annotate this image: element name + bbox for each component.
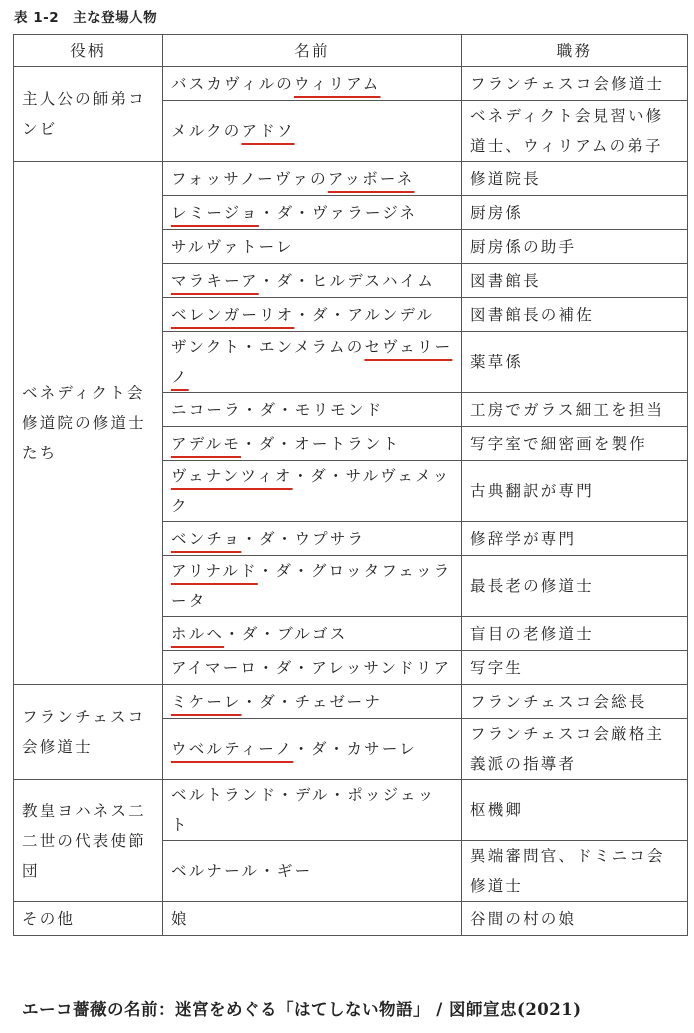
duty-cell: 工房でガラス細工を担当 (462, 393, 688, 427)
name-prefix: バスカヴィルの (171, 74, 294, 93)
name-prefix: サルヴァトーレ (171, 237, 294, 256)
name-suffix: ・ダ・チェゼーナ (241, 692, 383, 711)
name-cell (163, 780, 462, 841)
name-suffix: ・ダ・ヴァラージネ (258, 203, 418, 222)
name-cell (163, 162, 462, 196)
table-row (14, 162, 688, 196)
name-prefix: ベルトランド・デル・ポッジェット (171, 786, 436, 834)
name-cell (163, 841, 462, 902)
name-cell (163, 685, 462, 719)
underlined-given-name: ヴェナンツィオ (171, 467, 293, 485)
duty-cell: 厨房係 (462, 196, 688, 230)
header-row (14, 35, 688, 67)
duty-cell: フランチェスコ会厳格主義派の指導者 (462, 719, 688, 780)
duty-cell: 厨房係の助手 (462, 230, 688, 264)
name-cell (163, 902, 462, 936)
role-cell: フランチェスコ会修道士 (14, 685, 163, 780)
name-suffix: ・ダ・サルヴェメック (171, 467, 451, 515)
name-prefix: メルクの (171, 122, 242, 140)
role-cell: 教皇ヨハネス二二世の代表使節団 (14, 780, 163, 902)
table-row (14, 685, 688, 719)
table-row (14, 67, 688, 101)
name-suffix: ・ダ・グロッタフェッラータ (171, 562, 452, 610)
underlined-given-name: レミージョ (171, 203, 259, 222)
duty-cell: 図書館長 (462, 264, 688, 298)
duty-cell: 修辞学が専門 (462, 522, 688, 556)
duty-cell: 修道院長 (462, 162, 688, 196)
name-cell (163, 393, 462, 427)
name-prefix: アイマーロ・ダ・アレッサンドリア (171, 658, 452, 677)
underlined-given-name: ベンチョ (171, 529, 242, 548)
name-prefix: フォッサノーヴァの (171, 169, 328, 188)
source-citation: エーコ薔薇の名前：迷宮をめぐる「はてしない物語」 / 図師宣忠(2021) (22, 1000, 582, 1019)
duty-cell: フランチェスコ会修道士 (462, 67, 688, 101)
table-row (14, 780, 688, 841)
duty-cell: 異端審問官、ドミニコ会修道士 (462, 841, 688, 902)
name-prefix: ザンクト・エンメラムの (171, 338, 365, 356)
underlined-given-name: アッボーネ (327, 169, 415, 188)
name-cell (163, 617, 462, 651)
name-suffix: ・ダ・ブルゴス (224, 624, 348, 643)
name-prefix: ニコーラ・ダ・モリモンド (171, 400, 384, 419)
duty-cell: 枢機卿 (462, 780, 688, 841)
underlined-given-name: マラキーア (171, 271, 259, 290)
name-cell (163, 101, 462, 162)
duty-cell: 薬草係 (462, 332, 688, 393)
underlined-given-name: ミケーレ (171, 692, 242, 711)
duty-cell: 写字室で細密画を製作 (462, 427, 688, 461)
header-name: 名前 (163, 35, 462, 67)
duty-cell: 図書館長の補佐 (462, 298, 688, 332)
name-prefix: ベルナール・ギー (171, 862, 313, 880)
underlined-given-name: アデルモ (171, 434, 242, 453)
name-cell (163, 332, 462, 393)
duty-cell: 盲目の老修道士 (462, 617, 688, 651)
table-caption: 表 1-2 主な登場人物 (14, 10, 158, 26)
underlined-given-name: ウベルティーノ (171, 740, 294, 758)
name-cell (163, 522, 462, 556)
underlined-given-name: アリナルド (171, 562, 258, 580)
name-cell (163, 230, 462, 264)
name-prefix: 娘 (171, 909, 189, 928)
name-suffix: ・ダ・ヒルデスハイム (258, 271, 436, 290)
duty-cell: 最長老の修道士 (462, 556, 688, 617)
name-cell (163, 461, 462, 522)
role-cell: ベネディクト会修道院の修道士たち (14, 162, 163, 685)
duty-cell: 古典翻訳が専門 (462, 461, 688, 522)
duty-cell: 谷間の村の娘 (462, 902, 688, 936)
header-role: 役柄 (14, 35, 163, 67)
name-cell (163, 298, 462, 332)
role-cell: その他 (14, 902, 163, 936)
underlined-given-name: ホルヘ (171, 624, 225, 643)
name-cell (163, 651, 462, 685)
name-cell (163, 67, 462, 101)
name-suffix: ・ダ・アルンデル (294, 305, 435, 324)
name-cell (163, 556, 462, 617)
characters-table (13, 34, 688, 936)
duty-cell: フランチェスコ会総長 (462, 685, 688, 719)
table-row (14, 902, 688, 936)
role-cell: 主人公の師弟コンビ (14, 67, 163, 162)
table-body (14, 67, 688, 936)
name-cell (163, 196, 462, 230)
underlined-given-name: アドソ (241, 122, 295, 140)
name-suffix: ・ダ・オートラント (241, 434, 401, 453)
duty-cell: 写字生 (462, 651, 688, 685)
name-cell (163, 427, 462, 461)
name-cell (163, 264, 462, 298)
name-suffix: ・ダ・ウプサラ (241, 529, 366, 548)
header-duty: 職務 (462, 35, 688, 67)
underlined-given-name: セヴェリーノ (171, 338, 453, 386)
underlined-given-name: ベレンガーリオ (171, 305, 295, 324)
underlined-given-name: ウィリアム (293, 74, 381, 93)
name-cell (163, 719, 462, 780)
duty-cell: ベネディクト会見習い修道士、ウィリアムの弟子 (462, 101, 688, 162)
name-suffix: ・ダ・カサーレ (293, 740, 417, 758)
